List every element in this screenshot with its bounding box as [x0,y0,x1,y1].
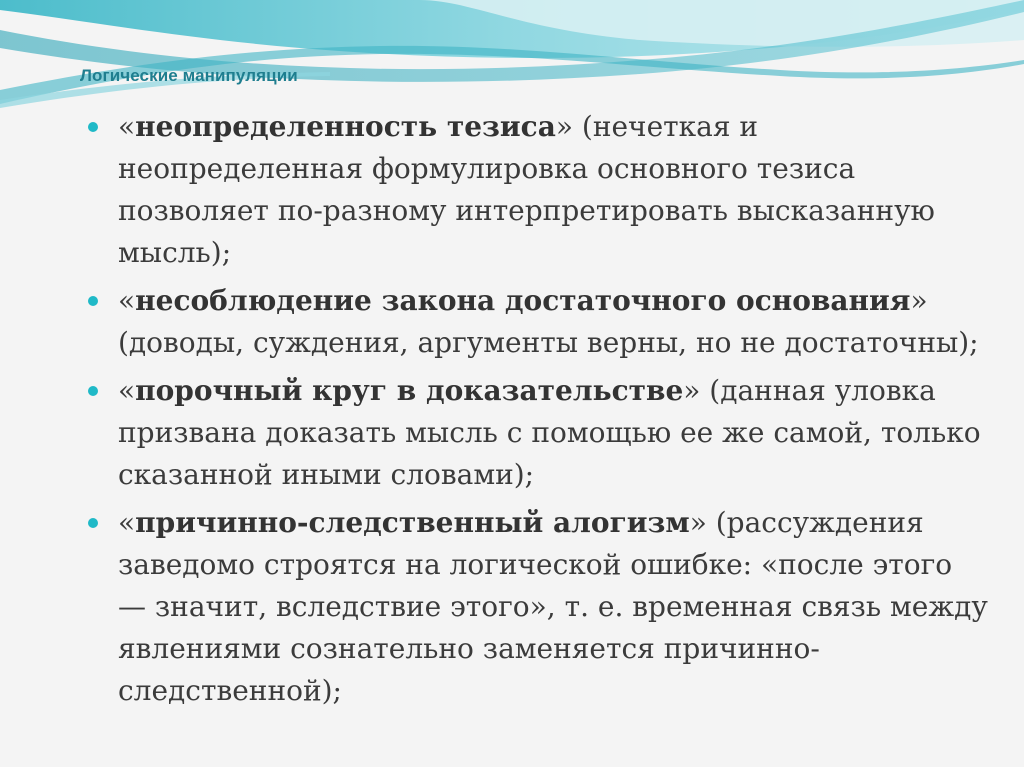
term-text: порочный круг в доказательстве [135,374,684,407]
description-text: (нечеткая и неопределенная формулировка основного тезиса позволяет по-разному интерпретировать высказанную мысль); [118,110,935,269]
open-quote: « [118,374,136,407]
bullet-icon [88,518,98,528]
open-quote: « [118,110,136,143]
list-item [88,280,988,364]
description-text: (данная уловка призвана доказать мысль с помощью ее же самой, только сказанной иными словами); [118,374,981,491]
term-text: несоблюдение закона достаточного основания [135,284,911,317]
open-quote: « [118,284,136,317]
close-quote: » [689,506,707,539]
list-item [88,106,988,274]
bullet-icon [88,296,98,306]
list-item [88,502,988,712]
list-item [88,370,988,496]
close-quote: » [555,110,573,143]
bullet-icon [88,122,98,132]
slide-title: Логические манипуляции [80,66,298,85]
description-text: (рассуждения заведомо строятся на логической ошибке: «после этого — значит, вследствие этого», т. е. временная связь между явлениями сознательно заменяется причинно-следственной); [118,506,988,707]
bullet-list [88,106,988,718]
term-text: причинно-следственный алогизм [135,506,690,539]
decorative-wave-header [0,0,1024,120]
close-quote: » [910,284,928,317]
description-text: (доводы, суждения, аргументы верны, но не достаточны); [118,326,979,359]
bullet-icon [88,386,98,396]
close-quote: » [683,374,701,407]
open-quote: « [118,506,136,539]
term-text: неопределенность тезиса [135,110,556,143]
